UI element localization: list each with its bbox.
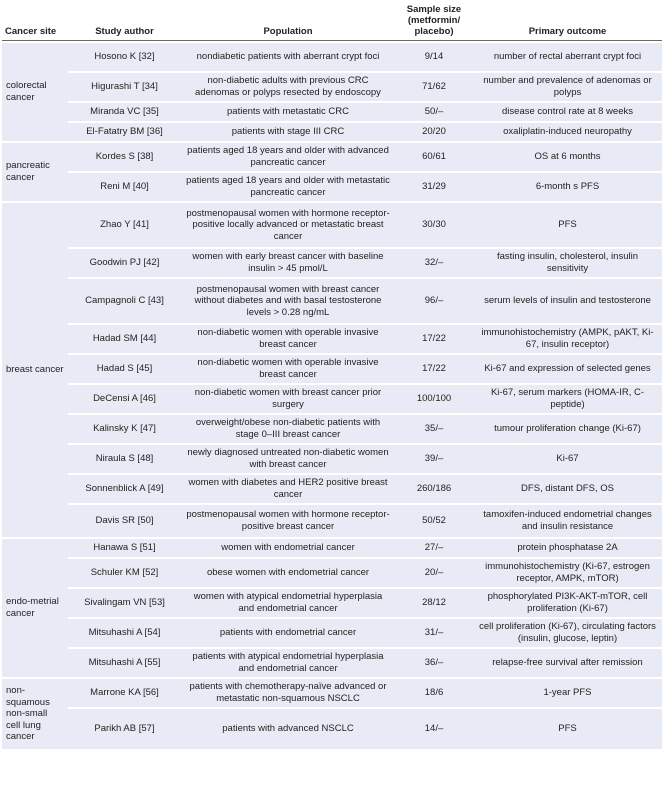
- primary-outcome-cell: Ki-67 and expression of selected genes: [473, 355, 662, 383]
- population-cell: obese women with endometrial cancer: [181, 559, 395, 587]
- study-author-cell: Mitsuhashi A [54]: [68, 619, 181, 647]
- population-cell: non-diabetic women with operable invasive breast cancer: [181, 355, 395, 383]
- cancer-site-cell: pancreatic cancer: [2, 143, 68, 201]
- primary-outcome-cell: PFS: [473, 709, 662, 749]
- sample-size-cell: 35/–: [395, 415, 473, 443]
- table-row: [2, 173, 662, 201]
- primary-outcome-cell: 6-month s PFS: [473, 173, 662, 201]
- table-row: [2, 589, 662, 617]
- sample-size-cell: 30/30: [395, 203, 473, 247]
- cancer-site-cell: breast cancer: [2, 203, 68, 537]
- population-cell: patients aged 18 years and older with advanced pancreatic cancer: [181, 143, 395, 171]
- sample-size-cell: 39/–: [395, 445, 473, 473]
- table-row: [2, 679, 662, 707]
- sample-size-cell: 60/61: [395, 143, 473, 171]
- population-cell: patients aged 18 years and older with metastatic pancreatic cancer: [181, 173, 395, 201]
- primary-outcome-cell: number of rectal aberrant crypt foci: [473, 43, 662, 71]
- table-row: [2, 539, 662, 557]
- sample-size-cell: 20/–: [395, 559, 473, 587]
- primary-outcome-cell: OS at 6 months: [473, 143, 662, 171]
- primary-outcome-cell: fasting insulin, cholesterol, insulin sensitivity: [473, 249, 662, 277]
- header-population: Population: [181, 2, 395, 41]
- study-author-cell: Kalinsky K [47]: [68, 415, 181, 443]
- study-author-cell: Campagnoli C [43]: [68, 279, 181, 323]
- cancer-site-cell: non-squamous non-small cell lung cancer: [2, 679, 68, 749]
- study-author-cell: Higurashi T [34]: [68, 73, 181, 101]
- primary-outcome-cell: phosphorylated PI3K-AKT-mTOR, cell proliferation (Ki-67): [473, 589, 662, 617]
- study-author-cell: Davis SR [50]: [68, 505, 181, 537]
- table-row: [2, 445, 662, 473]
- sample-size-cell: 100/100: [395, 385, 473, 413]
- population-cell: nondiabetic patients with aberrant crypt foci: [181, 43, 395, 71]
- sample-size-cell: 32/–: [395, 249, 473, 277]
- population-cell: patients with chemotherapy-naïve advanced or metastatic non-squamous NSCLC: [181, 679, 395, 707]
- population-cell: patients with stage III CRC: [181, 123, 395, 141]
- sample-size-cell: 71/62: [395, 73, 473, 101]
- population-cell: postmenopausal women with breast cancer without diabetes and with basal testosterone levels > 0.28 ng/mL: [181, 279, 395, 323]
- table-row: [2, 249, 662, 277]
- study-author-cell: Miranda VC [35]: [68, 103, 181, 121]
- population-cell: women with atypical endometrial hyperplasia and endometrial cancer: [181, 589, 395, 617]
- sample-size-cell: 28/12: [395, 589, 473, 617]
- study-author-cell: Zhao Y [41]: [68, 203, 181, 247]
- sample-size-cell: 27/–: [395, 539, 473, 557]
- studies-table: [2, 0, 662, 751]
- table-row: [2, 203, 662, 247]
- study-author-cell: El-Fatatry BM [36]: [68, 123, 181, 141]
- primary-outcome-cell: serum levels of insulin and testosterone: [473, 279, 662, 323]
- sample-size-cell: 50/–: [395, 103, 473, 121]
- header-row: [2, 2, 662, 41]
- table-row: [2, 43, 662, 71]
- population-cell: patients with endometrial cancer: [181, 619, 395, 647]
- population-cell: patients with atypical endometrial hyperplasia and endometrial cancer: [181, 649, 395, 677]
- sample-size-cell: 31/29: [395, 173, 473, 201]
- table-row: [2, 385, 662, 413]
- population-cell: women with early breast cancer with baseline insulin > 45 pmol/L: [181, 249, 395, 277]
- study-author-cell: Sivalingam VN [53]: [68, 589, 181, 617]
- header-cancer-site: Cancer site: [2, 2, 68, 41]
- population-cell: women with endometrial cancer: [181, 539, 395, 557]
- study-author-cell: Sonnenblick A [49]: [68, 475, 181, 503]
- table-row: [2, 103, 662, 121]
- table-row: [2, 649, 662, 677]
- sample-size-cell: 17/22: [395, 355, 473, 383]
- table-header: [2, 2, 662, 41]
- table-row: [2, 415, 662, 443]
- table-row: [2, 73, 662, 101]
- primary-outcome-cell: immunohistochemistry (Ki-67, estrogen receptor, AMPK, mTOR): [473, 559, 662, 587]
- table-row: [2, 143, 662, 171]
- sample-size-cell: 260/186: [395, 475, 473, 503]
- sample-size-cell: 50/52: [395, 505, 473, 537]
- sample-size-cell: 36/–: [395, 649, 473, 677]
- table-row: [2, 355, 662, 383]
- study-author-cell: Niraula S [48]: [68, 445, 181, 473]
- primary-outcome-cell: DFS, distant DFS, OS: [473, 475, 662, 503]
- cancer-site-cell: colorectal cancer: [2, 43, 68, 141]
- sample-size-cell: 17/22: [395, 325, 473, 353]
- study-author-cell: Hosono K [32]: [68, 43, 181, 71]
- sample-size-cell: 18/6: [395, 679, 473, 707]
- primary-outcome-cell: oxaliplatin-induced neuropathy: [473, 123, 662, 141]
- primary-outcome-cell: Ki-67, serum markers (HOMA-IR, C-peptide): [473, 385, 662, 413]
- header-study-author: Study author: [68, 2, 181, 41]
- primary-outcome-cell: relapse-free survival after remission: [473, 649, 662, 677]
- population-cell: postmenopausal women with hormone receptor-positive breast cancer: [181, 505, 395, 537]
- cancer-site-cell: endo-metrial cancer: [2, 539, 68, 677]
- sample-size-cell: 14/–: [395, 709, 473, 749]
- population-cell: women with diabetes and HER2 positive breast cancer: [181, 475, 395, 503]
- population-cell: overweight/obese non-diabetic patients with stage 0–III breast cancer: [181, 415, 395, 443]
- study-author-cell: Kordes S [38]: [68, 143, 181, 171]
- primary-outcome-cell: 1-year PFS: [473, 679, 662, 707]
- study-author-cell: Hadad S [45]: [68, 355, 181, 383]
- primary-outcome-cell: immunohistochemistry (AMPK, pAKT, Ki-67, insulin receptor): [473, 325, 662, 353]
- population-cell: patients with advanced NSCLC: [181, 709, 395, 749]
- table-row: [2, 709, 662, 749]
- study-author-cell: Marrone KA [56]: [68, 679, 181, 707]
- study-author-cell: DeCensi A [46]: [68, 385, 181, 413]
- header-primary-outcome: Primary outcome: [473, 2, 662, 41]
- study-author-cell: Reni M [40]: [68, 173, 181, 201]
- study-author-cell: Goodwin PJ [42]: [68, 249, 181, 277]
- table-row: [2, 279, 662, 323]
- sample-size-cell: 20/20: [395, 123, 473, 141]
- primary-outcome-cell: Ki-67: [473, 445, 662, 473]
- population-cell: postmenopausal women with hormone receptor-positive locally advanced or metastatic breast cancer: [181, 203, 395, 247]
- sample-size-cell: 96/–: [395, 279, 473, 323]
- primary-outcome-cell: protein phosphatase 2A: [473, 539, 662, 557]
- table-row: [2, 505, 662, 537]
- table-body: [2, 43, 662, 749]
- population-cell: non-diabetic adults with previous CRC adenomas or polyps resected by endoscopy: [181, 73, 395, 101]
- table-row: [2, 475, 662, 503]
- sample-size-cell: 9/14: [395, 43, 473, 71]
- primary-outcome-cell: cell proliferation (Ki-67), circulating factors (insulin, glucose, leptin): [473, 619, 662, 647]
- population-cell: newly diagnosed untreated non-diabetic women with breast cancer: [181, 445, 395, 473]
- study-author-cell: Mitsuhashi A [55]: [68, 649, 181, 677]
- study-author-cell: Hanawa S [51]: [68, 539, 181, 557]
- study-author-cell: Hadad SM [44]: [68, 325, 181, 353]
- population-cell: non-diabetic women with breast cancer prior surgery: [181, 385, 395, 413]
- primary-outcome-cell: PFS: [473, 203, 662, 247]
- population-cell: patients with metastatic CRC: [181, 103, 395, 121]
- population-cell: non-diabetic women with operable invasive breast cancer: [181, 325, 395, 353]
- primary-outcome-cell: tumour proliferation change (Ki-67): [473, 415, 662, 443]
- primary-outcome-cell: number and prevalence of adenomas or polyps: [473, 73, 662, 101]
- table-row: [2, 559, 662, 587]
- table-row: [2, 325, 662, 353]
- header-sample-size: Sample size (metformin/ placebo): [395, 2, 473, 41]
- table-row: [2, 123, 662, 141]
- table-row: [2, 619, 662, 647]
- primary-outcome-cell: tamoxifen-induced endometrial changes and insulin resistance: [473, 505, 662, 537]
- study-author-cell: Parikh AB [57]: [68, 709, 181, 749]
- sample-size-cell: 31/–: [395, 619, 473, 647]
- primary-outcome-cell: disease control rate at 8 weeks: [473, 103, 662, 121]
- study-author-cell: Schuler KM [52]: [68, 559, 181, 587]
